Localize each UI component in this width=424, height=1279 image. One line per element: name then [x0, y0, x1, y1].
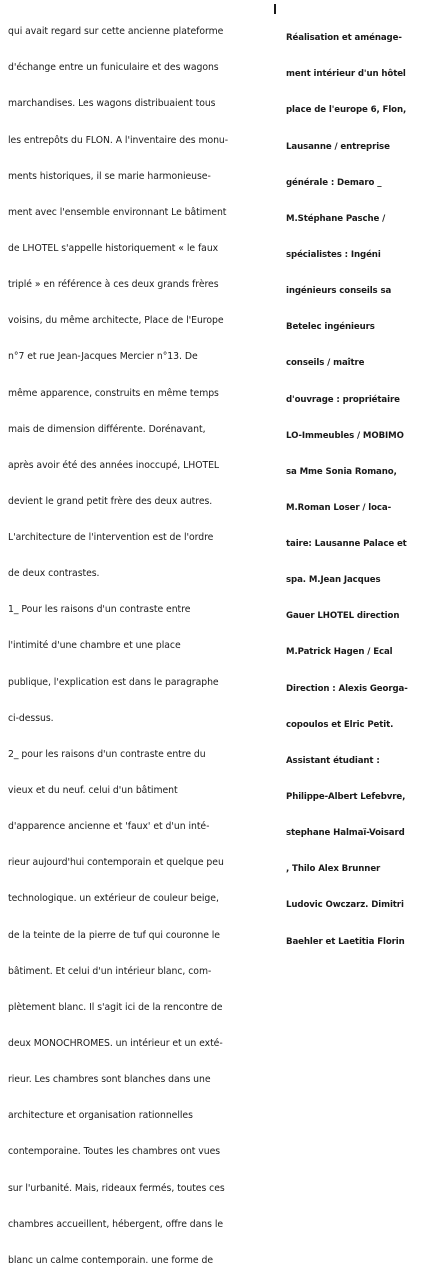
text-line: technologique. un extérieur de couleur beige,	[8, 893, 219, 905]
text-line: les entrepôts du FLON. A l'inventaire des monu-	[8, 134, 229, 146]
text-line: L'architecture de l'intervention est de l'ordre	[8, 532, 214, 544]
credits-line: M.Patrick Hagen / Ecal	[286, 647, 393, 658]
credits-line: taire: Lausanne Palace et	[286, 539, 407, 550]
credits-line: Lausanne / entreprise	[286, 141, 390, 152]
text-line: qui avait regard sur cette ancienne plateforme	[8, 26, 224, 38]
text-line: l'intimité d'une chambre et une place	[8, 640, 181, 652]
text-line: d'échange entre un funiculaire et des wagons	[8, 62, 219, 74]
text-line: voisins, du même architecte, Place de l'Europe	[8, 315, 224, 327]
credits-line: Direction : Alexis Georga-	[286, 683, 408, 694]
text-line: 2_ pour les raisons d'un contraste entre du	[8, 748, 206, 760]
text-line: blanc un calme contemporain. une forme de	[8, 1254, 213, 1266]
text-line: même apparence, construits en même temps	[8, 387, 219, 399]
credits-line: stephane Halmaï-Voisard	[286, 828, 405, 839]
text-line: marchandises. Les wagons distribuaient tous	[8, 98, 216, 110]
credits-line: , Thilo Alex Brunner	[286, 864, 381, 875]
text-line: chambres accueillent, hébergent, offre dans le	[8, 1218, 224, 1230]
text-line: 1_ Pour les raisons d'un contraste entre	[8, 604, 191, 616]
text-line: de LHOTEL s'appelle historiquement « le faux	[8, 242, 219, 254]
text-line: après avoir été des années inoccupé, LHOTEL	[8, 459, 220, 471]
credits-line: M.Stéphane Pasche /	[286, 213, 386, 224]
credits-line: d'ouvrage : propriétaire	[286, 394, 400, 405]
credits-line: place de l'europe 6, Flon,	[286, 105, 407, 116]
text-line: architecture et organisation rationnelles	[8, 1110, 193, 1122]
text-line: bâtiment. Et celui d'un intérieur blanc, com-	[8, 965, 212, 977]
text-line: d'apparence ancienne et 'faux' et d'un inté-	[8, 821, 210, 833]
text-line: rieur. Les chambres sont blanches dans une	[8, 1074, 211, 1086]
text-line: plètement blanc. Il s'agit ici de la rencontre de	[8, 1001, 223, 1013]
text-line: ments historiques, il se marie harmonieuse-	[8, 170, 211, 182]
credits-line: Réalisation et aménage-	[286, 33, 402, 44]
credits-line: ment intérieur d'un hôtel	[286, 69, 406, 80]
text-line: rieur aujourd'hui contemporain et quelque peu	[8, 857, 224, 869]
credits-line: sa Mme Sonia Romano,	[286, 466, 397, 477]
project-credits	[286, 8, 422, 960]
credits-line: LO-Immeubles / MOBIMO	[286, 430, 404, 441]
credits-line: spécialistes : Ingéni	[286, 249, 381, 260]
text-line: de deux contrastes.	[8, 568, 100, 580]
text-line: publique, l'explication est dans le paragraphe	[8, 676, 219, 688]
text-line: mais de dimension différente. Dorénavant,	[8, 423, 206, 435]
main-article-text	[8, 2, 266, 1279]
credits-line: conseils / maître	[286, 358, 365, 369]
credits-line: Philippe-Albert Lefebvre,	[286, 792, 406, 803]
credits-line: spa. M.Jean Jacques	[286, 575, 381, 586]
text-line: ci-dessus.	[8, 712, 54, 724]
text-line: devient le grand petit frère des deux autres.	[8, 495, 213, 507]
credits-line: M.Roman Loser / loca-	[286, 502, 392, 513]
text-line: ment avec l'ensemble environnant Le bâtiment	[8, 206, 227, 218]
credits-line: Gauer LHOTEL direction	[286, 611, 400, 622]
column-divider-mark	[274, 4, 276, 14]
credits-line: générale : Demaro _	[286, 177, 382, 188]
text-line: n°7 et rue Jean-Jacques Mercier n°13. De	[8, 351, 198, 363]
text-line: vieux et du neuf. celui d'un bâtiment	[8, 785, 178, 797]
credits-line: Baehler et Laetitia Florin	[286, 936, 405, 947]
text-line: de la teinte de la pierre de tuf qui couronne le	[8, 929, 220, 941]
credits-line: ingénieurs conseils sa	[286, 286, 392, 297]
text-line: contemporaine. Toutes les chambres ont vues	[8, 1146, 221, 1158]
text-line: sur l'urbanité. Mais, rideaux fermés, toutes ces	[8, 1182, 225, 1194]
text-line: deux MONOCHROMES. un intérieur et un exté-	[8, 1038, 223, 1050]
credits-line: Assistant étudiant :	[286, 755, 380, 766]
text-line: triplé » en référence à ces deux grands frères	[8, 279, 219, 291]
credits-line: Ludovic Owczarz. Dimitri	[286, 900, 404, 911]
credits-line: copoulos et Elric Petit.	[286, 719, 394, 730]
credits-line: Betelec ingénieurs	[286, 322, 375, 333]
